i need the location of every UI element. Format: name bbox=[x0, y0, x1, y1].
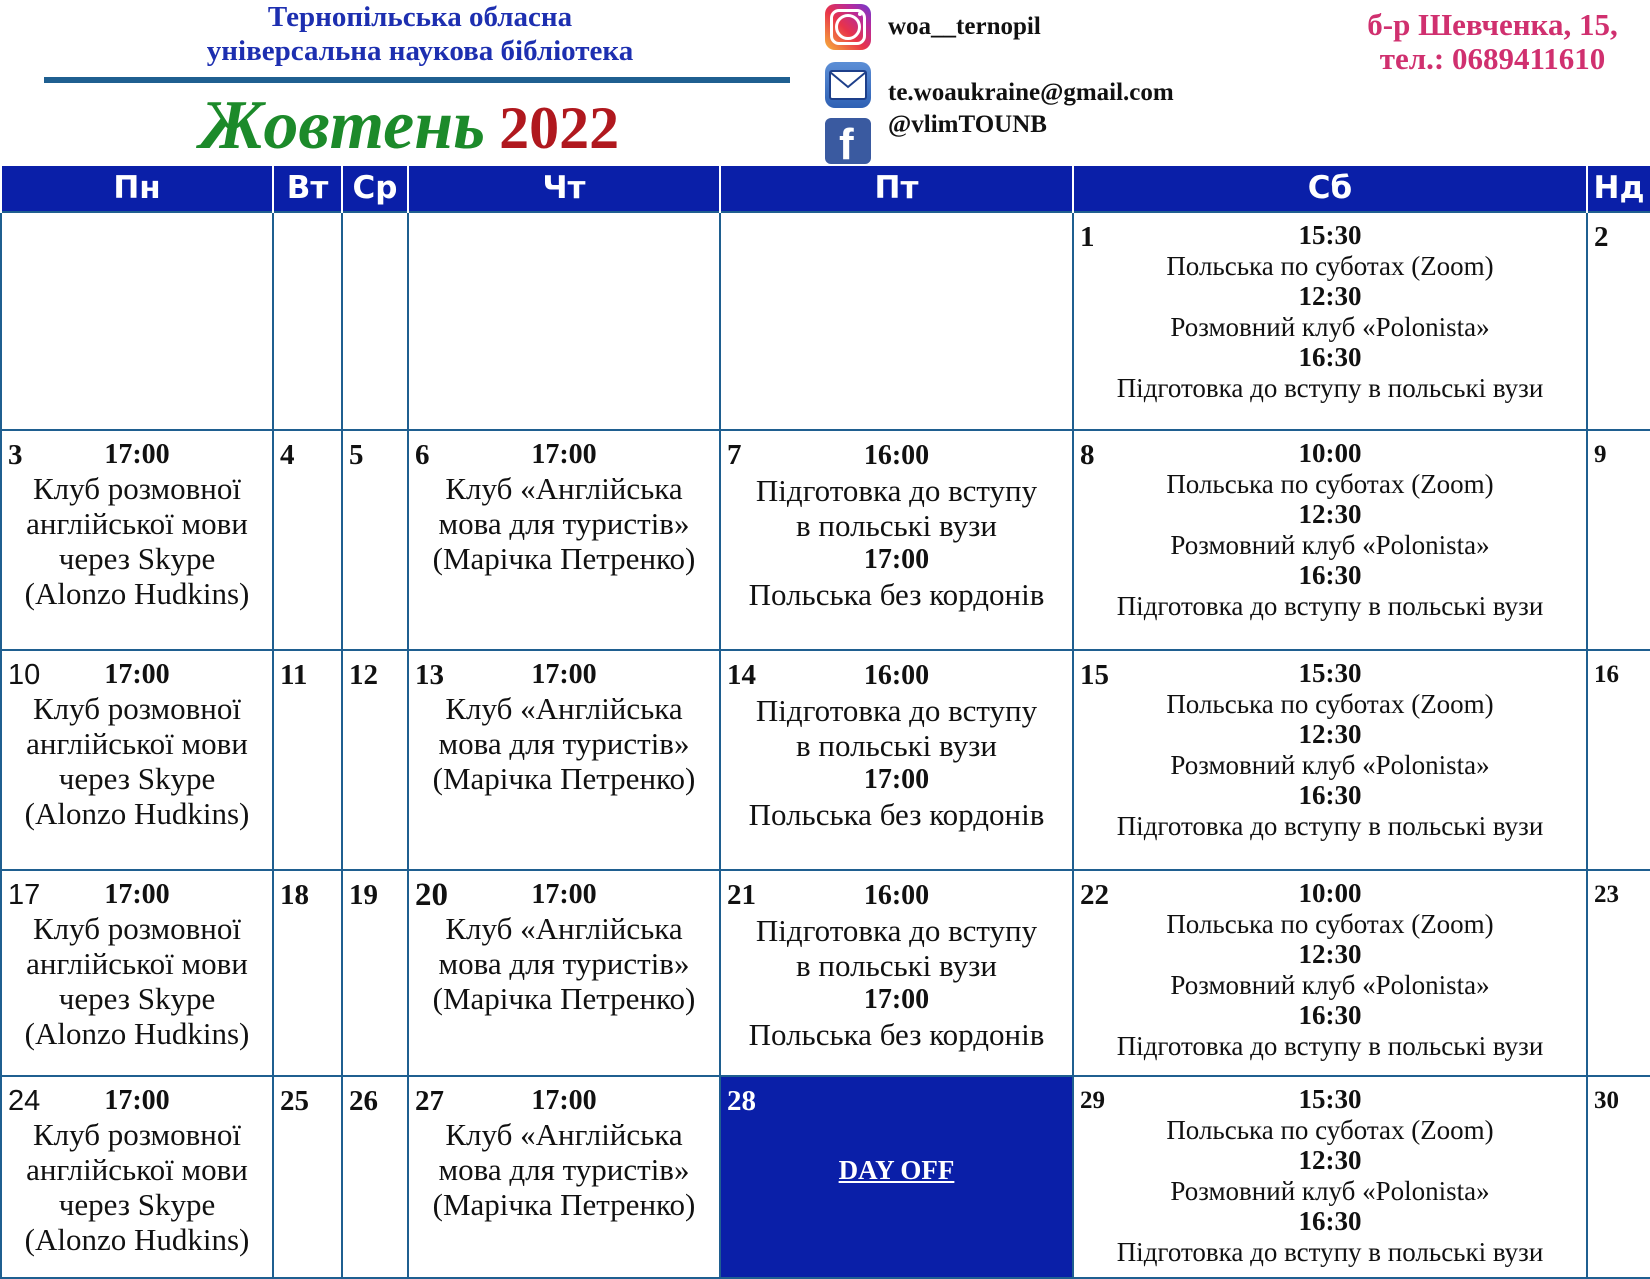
day-cell bbox=[1, 1076, 273, 1278]
event-time: 10:00 bbox=[1298, 878, 1362, 908]
event-time: 12:30 bbox=[1298, 499, 1362, 529]
empty-day-cell bbox=[408, 212, 720, 430]
day-number: 7 bbox=[727, 439, 742, 471]
day-events bbox=[1074, 213, 1586, 404]
event-title: Клуб розмовної bbox=[32, 471, 242, 506]
week-row bbox=[1, 650, 1650, 870]
event-title: Клуб «Англійська bbox=[445, 911, 683, 946]
event-title: Розмовний клуб «Polonista» bbox=[1170, 1176, 1490, 1206]
event-title: Польська по суботах (Zoom) bbox=[1166, 909, 1494, 939]
day-events bbox=[409, 871, 719, 1016]
day-number: 28 bbox=[727, 1085, 756, 1117]
event-time: 16:00 bbox=[863, 440, 930, 471]
day-number: 17 bbox=[8, 879, 41, 911]
day-number: 13 bbox=[415, 659, 444, 691]
event-title: (Alonzo Hudkins) bbox=[24, 576, 250, 611]
event-title: Польська по суботах (Zoom) bbox=[1166, 251, 1494, 281]
instagram-icon bbox=[825, 4, 871, 50]
event-title: в польські вузи bbox=[796, 508, 997, 543]
event-time: 12:30 bbox=[1298, 281, 1362, 311]
day-cell bbox=[342, 870, 408, 1076]
event-title: в польські вузи bbox=[796, 948, 997, 983]
day-number: 20 bbox=[415, 877, 448, 913]
event-time: 15:30 bbox=[1298, 220, 1362, 250]
event-title: Клуб «Англійська bbox=[445, 1117, 683, 1152]
day-cell bbox=[1073, 650, 1587, 870]
day-cell bbox=[1587, 1076, 1650, 1278]
event-time: 17:00 bbox=[863, 544, 930, 575]
event-title: Розмовний клуб «Polonista» bbox=[1170, 750, 1490, 780]
instagram-handle[interactable]: woa__ternopil bbox=[888, 13, 1041, 40]
event-title: Клуб розмовної bbox=[32, 691, 242, 726]
day-cell bbox=[1, 870, 273, 1076]
event-title: англійської мови bbox=[26, 1152, 248, 1187]
day-cell bbox=[408, 430, 720, 650]
event-title: Підготовка до вступу bbox=[755, 473, 1038, 508]
day-number: 23 bbox=[1594, 881, 1619, 908]
day-cell bbox=[1073, 870, 1587, 1076]
event-title: (Марічка Петренко) bbox=[432, 1187, 696, 1222]
day-cell bbox=[720, 870, 1073, 1076]
day-cell bbox=[342, 650, 408, 870]
day-cell bbox=[1, 430, 273, 650]
day-number: 3 bbox=[8, 439, 23, 471]
day-number: 18 bbox=[280, 879, 309, 911]
day-events bbox=[2, 651, 272, 831]
event-time: 17:00 bbox=[531, 439, 597, 470]
weekday-fri: Пт bbox=[720, 166, 1073, 212]
day-number: 15 bbox=[1080, 659, 1109, 691]
day-number: 4 bbox=[280, 439, 295, 471]
event-title: (Марічка Петренко) bbox=[432, 541, 696, 576]
weekday-thu: Чт bbox=[408, 166, 720, 212]
empty-day-cell bbox=[342, 212, 408, 430]
day-events bbox=[409, 431, 719, 576]
day-number: 26 bbox=[349, 1085, 378, 1117]
day-events bbox=[721, 431, 1072, 612]
event-title: Польська по суботах (Zoom) bbox=[1166, 469, 1494, 499]
weekday-header-row bbox=[1, 166, 1650, 212]
day-cell bbox=[273, 430, 342, 650]
day-events bbox=[2, 431, 272, 611]
day-number: 5 bbox=[349, 439, 364, 471]
event-time: 16:30 bbox=[1298, 780, 1362, 810]
weekday-mon: Пн bbox=[1, 166, 273, 212]
event-title: через Skype bbox=[58, 541, 216, 576]
week-row bbox=[1, 212, 1650, 430]
day-number: 29 bbox=[1080, 1087, 1105, 1114]
day-cell bbox=[1, 650, 273, 870]
week-row bbox=[1, 1076, 1650, 1278]
event-time: 16:30 bbox=[1298, 1206, 1362, 1236]
day-number: 6 bbox=[415, 439, 430, 471]
empty-day-cell bbox=[720, 212, 1073, 430]
event-time: 17:00 bbox=[531, 879, 597, 910]
empty-day-cell bbox=[273, 212, 342, 430]
event-title: Підготовка до вступу в польські вузи bbox=[1116, 811, 1544, 841]
event-title: Підготовка до вступу bbox=[755, 913, 1038, 948]
event-title: Польська без кордонів bbox=[748, 797, 1045, 832]
day-cell bbox=[1073, 1076, 1587, 1278]
day-cell bbox=[720, 430, 1073, 650]
weekday-wed: Ср bbox=[342, 166, 408, 212]
event-time: 12:30 bbox=[1298, 1145, 1362, 1175]
day-number: 25 bbox=[280, 1085, 309, 1117]
day-number: 14 bbox=[727, 659, 756, 691]
event-title: (Марічка Петренко) bbox=[432, 761, 696, 796]
event-title: (Марічка Петренко) bbox=[432, 981, 696, 1016]
event-title: Розмовний клуб «Polonista» bbox=[1170, 970, 1490, 1000]
event-title: Розмовний клуб «Polonista» bbox=[1170, 312, 1490, 342]
day-events bbox=[2, 1077, 272, 1257]
event-time: 17:00 bbox=[863, 764, 930, 795]
weekday-sun: Нд bbox=[1587, 166, 1650, 212]
day-number: 9 bbox=[1594, 441, 1607, 468]
day-number: 30 bbox=[1594, 1087, 1619, 1114]
event-time: 15:30 bbox=[1298, 1084, 1362, 1114]
facebook-icon: f bbox=[825, 118, 871, 164]
day-number: 24 bbox=[8, 1085, 41, 1117]
day-cell bbox=[342, 1076, 408, 1278]
event-title: Клуб розмовної bbox=[32, 911, 242, 946]
event-title: мова для туристів» bbox=[438, 946, 690, 981]
day-number: 10 bbox=[8, 659, 41, 691]
event-title: Підготовка до вступу в польські вузи bbox=[1116, 1237, 1544, 1267]
event-title: Польська по суботах (Zoom) bbox=[1166, 1115, 1494, 1145]
title-divider bbox=[44, 77, 790, 83]
day-events bbox=[721, 651, 1072, 832]
week-row bbox=[1, 430, 1650, 650]
mail-icon bbox=[825, 62, 871, 108]
day-number: 8 bbox=[1080, 439, 1095, 471]
day-off-cell bbox=[720, 1076, 1073, 1278]
day-events bbox=[409, 1077, 719, 1222]
day-cell bbox=[1073, 212, 1587, 430]
event-time: 16:30 bbox=[1298, 560, 1362, 590]
event-title: (Alonzo Hudkins) bbox=[24, 796, 250, 831]
week-row bbox=[1, 870, 1650, 1076]
event-title: Підготовка до вступу bbox=[755, 693, 1038, 728]
day-cell bbox=[408, 650, 720, 870]
day-number: 11 bbox=[280, 659, 308, 691]
facebook-handle[interactable]: @vlimTOUNB bbox=[888, 111, 1047, 138]
event-title: через Skype bbox=[58, 1187, 216, 1222]
email-link[interactable]: te.woaukraine@gmail.com bbox=[888, 79, 1174, 106]
day-events bbox=[1074, 871, 1586, 1062]
day-number: 2 bbox=[1594, 221, 1609, 253]
day-cell bbox=[1587, 430, 1650, 650]
event-time: 17:00 bbox=[531, 1085, 597, 1116]
day-cell bbox=[273, 870, 342, 1076]
day-cell bbox=[720, 650, 1073, 870]
month-name: Жовтень bbox=[200, 86, 485, 172]
month-title bbox=[200, 86, 619, 172]
day-events bbox=[1074, 431, 1586, 622]
library-name bbox=[40, 0, 800, 68]
event-title: англійської мови bbox=[26, 506, 248, 541]
day-cell bbox=[342, 430, 408, 650]
event-title: Польська без кордонів bbox=[748, 1017, 1045, 1052]
event-title: мова для туристів» bbox=[438, 1152, 690, 1187]
event-time: 12:30 bbox=[1298, 939, 1362, 969]
day-off-label: DAY OFF bbox=[838, 1155, 955, 1185]
event-title: Підготовка до вступу в польські вузи bbox=[1116, 373, 1544, 403]
event-time: 16:00 bbox=[863, 660, 930, 691]
event-time: 17:00 bbox=[104, 439, 170, 470]
event-title: Польська без кордонів bbox=[748, 577, 1045, 612]
day-number: 22 bbox=[1080, 879, 1109, 911]
day-number: 1 bbox=[1080, 221, 1095, 253]
event-title: англійської мови bbox=[26, 726, 248, 761]
weekday-tue: Вт bbox=[273, 166, 342, 212]
day-events bbox=[1074, 1077, 1586, 1268]
address-line: б-р Шевченка, 15, bbox=[1367, 7, 1618, 42]
day-cell bbox=[273, 650, 342, 870]
day-events bbox=[2, 871, 272, 1051]
event-title: Розмовний клуб «Polonista» bbox=[1170, 530, 1490, 560]
day-cell bbox=[408, 870, 720, 1076]
event-time: 16:30 bbox=[1298, 1000, 1362, 1030]
month-year: 2022 bbox=[499, 95, 620, 161]
day-events bbox=[721, 871, 1072, 1052]
event-title: Підготовка до вступу в польські вузи bbox=[1116, 1031, 1544, 1061]
event-time: 12:30 bbox=[1298, 719, 1362, 749]
day-number: 19 bbox=[349, 879, 378, 911]
event-title: (Alonzo Hudkins) bbox=[24, 1222, 250, 1257]
day-cell bbox=[1587, 212, 1650, 430]
event-time: 17:00 bbox=[531, 659, 597, 690]
weekday-sat: Сб bbox=[1073, 166, 1587, 212]
event-title: Клуб «Англійська bbox=[445, 471, 683, 506]
day-number: 12 bbox=[349, 659, 378, 691]
event-time: 15:30 bbox=[1298, 658, 1362, 688]
library-name-line2: універсальна наукова бібліотека bbox=[206, 35, 634, 67]
day-events bbox=[409, 651, 719, 796]
address-block bbox=[1340, 8, 1645, 76]
day-events bbox=[1074, 651, 1586, 842]
event-time: 16:30 bbox=[1298, 342, 1362, 372]
event-title: через Skype bbox=[58, 981, 216, 1016]
event-time: 17:00 bbox=[104, 1085, 170, 1116]
event-time: 17:00 bbox=[104, 659, 170, 690]
day-cell bbox=[1587, 650, 1650, 870]
event-title: Клуб «Англійська bbox=[445, 691, 683, 726]
day-cell bbox=[273, 1076, 342, 1278]
day-number: 16 bbox=[1594, 661, 1619, 688]
calendar-grid bbox=[0, 166, 1650, 1279]
event-title: англійської мови bbox=[26, 946, 248, 981]
event-title: Підготовка до вступу в польські вузи bbox=[1116, 591, 1544, 621]
event-title: (Alonzo Hudkins) bbox=[24, 1016, 250, 1051]
event-title: Польська по суботах (Zoom) bbox=[1166, 689, 1494, 719]
event-time: 17:00 bbox=[104, 879, 170, 910]
event-title: через Skype bbox=[58, 761, 216, 796]
event-time: 16:00 bbox=[863, 880, 930, 911]
event-title: мова для туристів» bbox=[438, 726, 690, 761]
library-name-line1: Тернопільська обласна bbox=[267, 1, 573, 33]
day-number: 21 bbox=[727, 879, 756, 911]
event-title: Клуб розмовної bbox=[32, 1117, 242, 1152]
empty-day-cell bbox=[1, 212, 273, 430]
phone-line: тел.: 0689411610 bbox=[1379, 41, 1606, 76]
event-title: мова для туристів» bbox=[438, 506, 690, 541]
day-number: 27 bbox=[415, 1085, 444, 1117]
event-time: 17:00 bbox=[863, 984, 930, 1015]
day-cell bbox=[1587, 870, 1650, 1076]
event-title: в польські вузи bbox=[796, 728, 997, 763]
day-cell bbox=[408, 1076, 720, 1278]
day-cell bbox=[1073, 430, 1587, 650]
event-time: 10:00 bbox=[1298, 438, 1362, 468]
